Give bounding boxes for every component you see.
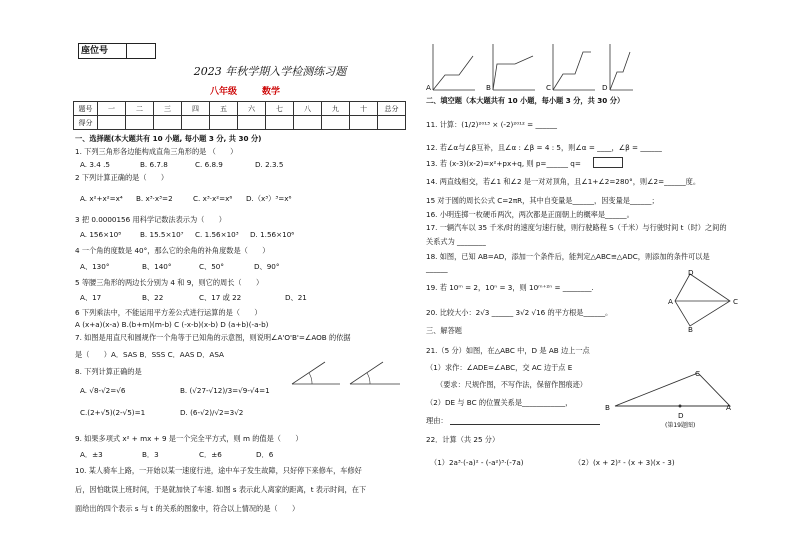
score-cell[interactable] — [378, 116, 406, 130]
q3-option-a: A. 156×10⁸ — [80, 230, 122, 239]
q8-option-a: A. √8-√2=√6 — [80, 386, 126, 395]
score-cell[interactable] — [350, 116, 378, 130]
q21-triangle-figure — [610, 368, 735, 418]
question-10-line3: 面给出的四个表示 s 与 t 的关系的图象中，符合以上情况的是（ ） — [75, 504, 300, 513]
section1-heading: 一、选择题(本大题共有 10 小题, 每小题 3 分, 共 30 分) — [75, 134, 262, 143]
q9-option-d: D．6 — [256, 450, 274, 459]
question-3: 3 把 0.0000156 用科学记数法表示为（ ） — [75, 215, 226, 224]
q2-option-c: C. x³·x²=x⁶ — [193, 194, 233, 203]
q1-option-b: B. 6.7.8 — [140, 160, 168, 169]
q18-figure — [670, 268, 740, 330]
fig18-label-b: B — [688, 325, 693, 334]
question-21-part1: （1）求作：∠ADE=∠ABC，交 AC 边于点 E — [426, 363, 573, 372]
question-19: 19. 若 10ᵐ = 2，10ⁿ = 3，则 10ᵐ⁺²ⁿ = ________. — [426, 283, 594, 292]
question-6: 6 下列乘法中，不能运用平方差公式进行运算的是（ ） — [75, 308, 262, 317]
q1-option-d: D. 2.3.5 — [255, 160, 284, 169]
fig21-label-c: C — [695, 369, 701, 378]
q9-option-a: A．±3 — [80, 450, 103, 459]
question-21: 21.（5 分）如图，在△ABC 中，D 是 AB 边上一点 — [426, 346, 590, 355]
graph-b — [493, 44, 535, 90]
fig21-caption: (第19题图) — [665, 422, 696, 429]
q7-angle-figure — [290, 358, 405, 388]
cell: 九 — [322, 102, 350, 116]
cell: 七 — [266, 102, 294, 116]
score-cell[interactable] — [294, 116, 322, 130]
question-10-line2: 后，因怕耽误上班时间，于是就加快了车速. 如图 s 表示此人离家的距离，t 表示时间，在下 — [75, 485, 367, 494]
score-cell[interactable] — [210, 116, 238, 130]
cell: 八 — [294, 102, 322, 116]
graph-a — [433, 44, 475, 90]
q4-option-b: B、140° — [142, 262, 172, 271]
q2-option-d: D.（x³）³=x⁶ — [246, 194, 292, 203]
seat-number-box[interactable] — [78, 43, 156, 59]
score-cell[interactable] — [126, 116, 154, 130]
cell: 六 — [238, 102, 266, 116]
q5-option-a: A、17 — [80, 293, 102, 302]
q8-option-b: B. (√27-√12)/3=√9-√4=1 — [180, 386, 270, 395]
fig18-label-c: C — [733, 297, 739, 306]
question-15: 15 对于圆的周长公式 C=2πR，其中自变量是______，因变量是______； — [426, 196, 659, 205]
score-cell[interactable] — [266, 116, 294, 130]
q6-options: A (x+a)(x-a) B.(b+m)(m-b) C (-x-b)(x-b) D (a+b)(-a-b) — [75, 320, 269, 329]
reason-answer-line[interactable] — [450, 424, 600, 425]
fig18-label-a: A — [668, 297, 673, 306]
graph-label-b: B — [486, 83, 491, 92]
question-21-part2: （2）DE 与 BC 的位置关系是____________， — [426, 398, 573, 407]
score-header-row — [74, 102, 406, 116]
score-cell[interactable] — [154, 116, 182, 130]
q1-option-a: A. 3.4 .5 — [80, 160, 110, 169]
fig21-label-d: D — [678, 411, 684, 420]
q5-option-d: D、21 — [285, 293, 307, 302]
question-10-line1: 10. 某人骑车上路，一开始以某一速度行进，途中车子发生故障，只好停下来修车，车修好 — [75, 466, 362, 475]
cell: 一 — [98, 102, 126, 116]
q8-option-d: D. (6-√2)/√2=3√2 — [180, 408, 244, 417]
q8-option-c: C.(2+√5)(2-√5)=1 — [80, 408, 146, 417]
cell: 五 — [210, 102, 238, 116]
q5-option-b: B、22 — [142, 293, 164, 302]
q3-option-c: C. 1.56×10³ — [195, 230, 239, 239]
score-table — [73, 101, 406, 130]
question-9: 9. 如果多项式 x² + mx + 9 是一个完全平方式，则 m 的值是（ ） — [75, 434, 303, 443]
seat-label: 座位号 — [79, 44, 127, 58]
question-20: 20. 比较大小：2√3 ______ 3√2 √16 的平方根是______。 — [426, 308, 613, 317]
question-2: 2 下列计算正确的是（ ） — [75, 173, 169, 182]
score-input-row[interactable] — [74, 116, 406, 130]
question-21-reason: 理由： — [426, 416, 448, 425]
question-14: 14. 两直线相交，若∠1 和∠2 是一对对顶角，且∠1+∠2=280°，则∠2=______度。 — [426, 177, 701, 186]
fig18-label-d: D — [688, 268, 694, 277]
cell: 十 — [350, 102, 378, 116]
cell: 二 — [126, 102, 154, 116]
q4-option-c: C、50° — [199, 262, 224, 271]
question-22-part1: （1）2a³·(-a)² - (-a²)³·(-7a) — [430, 458, 524, 467]
cell: 得分 — [74, 116, 98, 130]
graph-d — [610, 44, 633, 90]
question-16: 16. 小明连掷一枚硬币两次，两次都是正面朝上的概率是______。 — [426, 210, 634, 219]
q5-option-c: C、17 或 22 — [199, 293, 242, 302]
score-cell[interactable] — [182, 116, 210, 130]
question-18: 18. 如图，已知 AB=AD，添加一个条件后，能判定△ABC≌△ADC，则添加的条件可以是 — [426, 252, 710, 261]
question-5: 5 等腰三角形的两边长分别为 4 和 9，则它的周长（ ） — [75, 278, 264, 287]
grade-label: 八年级 — [210, 87, 238, 97]
graph-label-d: D — [602, 83, 608, 92]
question-7: 7. 如图是用直尺和圆规作一个角等于已知角的示意图，则说明∠A'O'B'=∠AOB 的依据 — [75, 333, 351, 342]
q3-option-d: D. 1.56×10⁶ — [250, 230, 295, 239]
score-cell[interactable] — [238, 116, 266, 130]
page-title: 2023 年秋学期入学检测练习题 — [193, 65, 347, 78]
q4-option-d: D、90° — [254, 262, 280, 271]
fig21-label-b: B — [605, 403, 610, 412]
q2-option-b: B. x³·x³=2 — [136, 194, 173, 203]
q13-answer-box[interactable] — [593, 157, 623, 168]
graph-label-a: A — [426, 83, 431, 92]
q4-option-a: A、130° — [80, 262, 110, 271]
question-4: 4 一个角的度数是 40°，那么它的余角的补角度数是（ ） — [75, 246, 270, 255]
section2-heading: 二、填空题（本大题共有 10 小题，每小题 3 分，共 30 分） — [426, 96, 625, 105]
graph-label-c: C — [546, 83, 552, 92]
graph-c — [553, 44, 595, 90]
section3-heading: 三、解答题 — [426, 326, 462, 335]
question-11: 11. 计算：(1/2)²⁰¹³ × (-2)²⁰¹² = ______ — [426, 120, 558, 129]
q2-option-a: A. x²+x²=x⁴ — [80, 194, 123, 203]
score-cell[interactable] — [322, 116, 350, 130]
question-22-part2: （2）(x + 2)² - (x + 3)(x - 3) — [574, 458, 675, 467]
score-cell[interactable] — [98, 116, 126, 130]
question-17b: 关系式为 ________ — [426, 237, 486, 246]
question-1: 1. 下列三角形各边能构成直角三角形的是 （ ） — [75, 147, 238, 156]
q3-option-b: B. 15.5×10⁷ — [140, 230, 184, 239]
q9-option-c: C．±6 — [199, 450, 222, 459]
cell: 三 — [154, 102, 182, 116]
question-17: 17. 一辆汽车以 35 千米/时的速度匀速行驶，则行驶路程 S（千米）与行驶时间 t（时）之间的 — [426, 223, 727, 232]
cell: 总分 — [378, 102, 406, 116]
question-21-note: （要求：尺规作图，不写作法，保留作图痕迹） — [436, 380, 587, 389]
cell: 题号 — [74, 102, 98, 116]
subject-label: 数学 — [262, 87, 281, 97]
question-22: 22．计算（共 25 分） — [426, 435, 500, 444]
question-7-options: 是（ ）A．SAS B．SSS C．AAS D．ASA — [75, 350, 224, 359]
fig21-label-a: A — [726, 403, 731, 412]
cell: 四 — [182, 102, 210, 116]
q1-option-c: C. 6.8.9 — [195, 160, 223, 169]
question-18b: ______ — [426, 264, 448, 273]
question-12: 12. 若∠α与∠β互补，且∠α : ∠β = 4 : 5，则∠α = ____，∠β = ______ — [426, 143, 662, 152]
question-8: 8. 下列计算正确的是 — [75, 367, 142, 376]
seat-input[interactable] — [127, 44, 155, 58]
q9-option-b: B．3 — [142, 450, 159, 459]
question-13: 13. 若 (x-3)(x-2)=x²+px+q, 则 p=______ q= — [426, 159, 581, 168]
